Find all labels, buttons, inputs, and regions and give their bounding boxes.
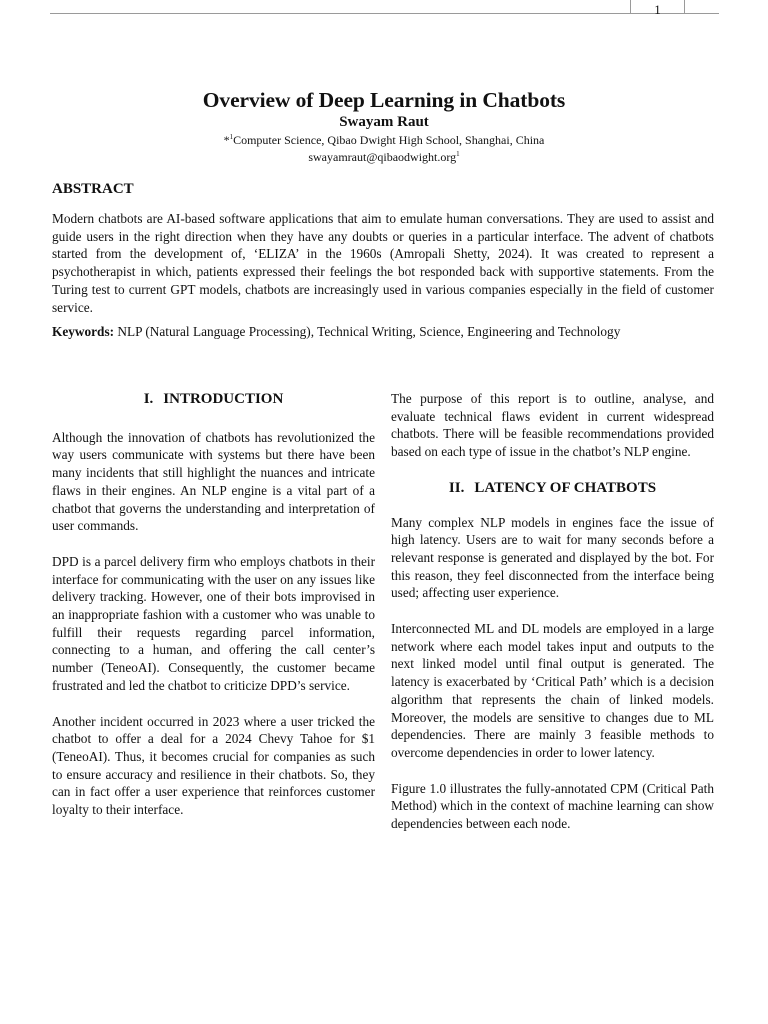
section-heading-latency (391, 480, 714, 498)
section-number: II. (448, 479, 465, 496)
left-column (52, 390, 375, 819)
abstract-body: Modern chatbots are AI-based software applications that aim to emulate human conversations. They are used to assist and guide users in the right direction when they have any doubts or queries in a particular interface. The advent of chatbots started from the development of, ‘ELIZA’ in the 1960s (Amropali Shetty, 2024). It was created to represent a psychotherapist in which, patients expressed their feelings the bot responded back with supportive statements. From the Turing test to current GPT models, chatbots are increasingly used in various companies especially in the field of customer service. (52, 211, 714, 315)
keywords-text: NLP (Natural Language Processing), Technical Writing, Science, Engineering and Technology (117, 324, 621, 339)
keywords-line (52, 323, 714, 341)
section-title: INTRODUCTION (163, 391, 284, 407)
author-email[interactable]: swayamraut@qibaodwight.org (308, 150, 457, 164)
section-heading-introduction (52, 391, 375, 409)
abstract-heading: ABSTRACT (52, 181, 134, 197)
affiliation-block (0, 130, 768, 164)
email-sup: 1 (456, 150, 460, 158)
affiliation-sup: 1 (229, 133, 234, 141)
paragraph: Figure 1.0 illustrates the fully-annotated CPM (Critical Path Method) which in the context of machine learning can show dependencies between each node. (391, 780, 714, 832)
page-number: 1 (630, 0, 685, 14)
section-title: LATENCY OF CHATBOTS (474, 479, 657, 496)
paragraph: Although the innovation of chatbots has revolutionized the way users communicate with systems but there have been many incidents that still highlight the nuances and intricate flaws in their engines. An NLP engine is a vital part of a chatbot that governs the understanding and interpretation of user commands. (52, 429, 375, 534)
affiliation-line (0, 130, 768, 147)
paragraph: Interconnected ML and DL models are employed in a large network where each model takes input and outputs to the next linked model until final output is generated. The latency is exacerbated by ‘Critical Path’ which is a decision algorithm that represents the chain of linked models. Moreover, the models are sensitive to changes due to ML dependencies. There are mainly 3 feasible methods to overcome dependencies in order to lower latency. (391, 621, 714, 760)
keywords-label: Keywords: (52, 324, 115, 339)
paragraph: The purpose of this report is to outline, analyse, and evaluate technical flaws evident in current widespread chatbots. There will be feasible recommendations provided based on each type of issue in the chatbot’s NLP engine. (391, 391, 714, 460)
paragraph: DPD is a parcel delivery firm who employs chatbots in their interface for communicating with the user on any issues like delivery tracking. However, one of their bots improvised in an inappropriate fashion with a customer who was unable to fulfill their requests regarding parcel information, connecting to a human, and offering the call center’s number (TeneoAI). Consequently, the customer became frustrated and led the chatbot to criticize DPD’s service. (52, 553, 375, 693)
author-name: Swayam Raut (339, 114, 429, 130)
paragraph: Another incident occurred in 2023 where a user tricked the chatbot to offer a deal for a 2024 Chevy Tahoe for $1 (TeneoAI). Thus, it becomes crucial for companies as such to ensure accuracy and resilience in their chatbots. So, they can in fact offer a user experience that reinforces customer loyalty to their interface. (52, 713, 375, 818)
author-email-line (0, 147, 768, 164)
affiliation-text: Computer Science, Qibao Dwight High School, Shanghai, China (233, 133, 545, 147)
affiliation-marker: * (223, 133, 230, 147)
section-number: I. (143, 391, 154, 407)
paragraph: Many complex NLP models in engines face the issue of high latency. Users are to wait for many seconds before a relevant response is generated and displayed by the bot. For this reason, they feel disconnected from the interface being used; affecting user experience. (391, 514, 714, 601)
paper-title: Overview of Deep Learning in Chatbots (202, 88, 566, 112)
right-column (391, 390, 714, 833)
header-rule (50, 13, 719, 14)
